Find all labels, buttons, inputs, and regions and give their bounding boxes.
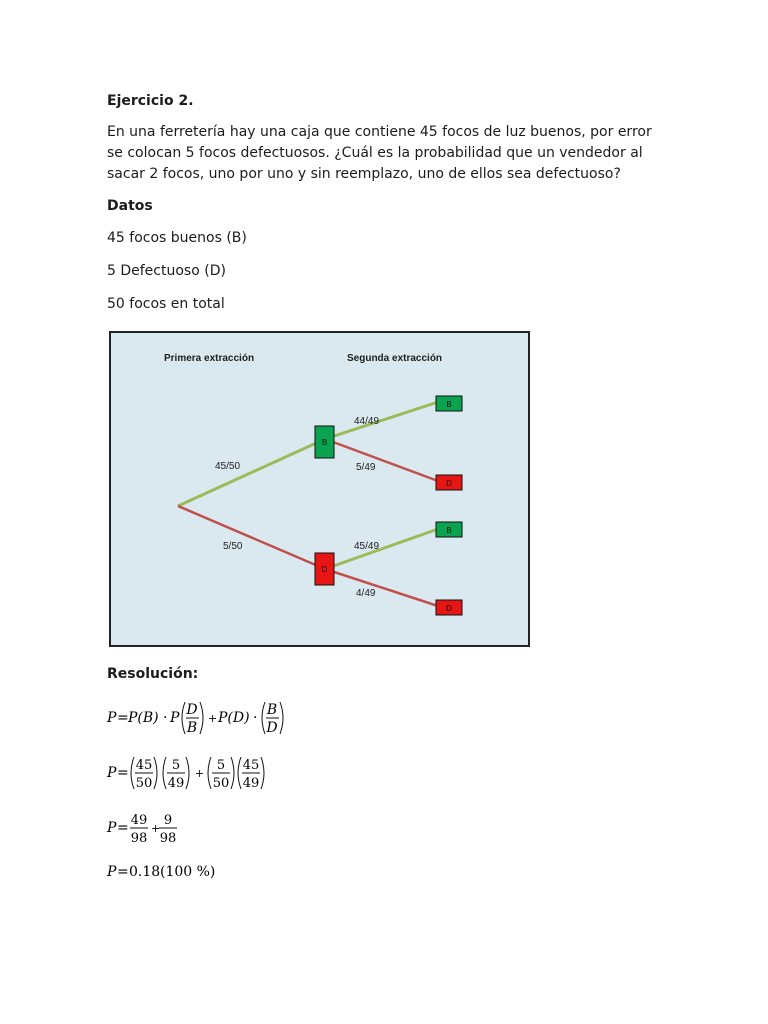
node-d-first-label: D [321, 565, 328, 574]
eq3-lhs: P [107, 820, 117, 836]
eq1-equals: = [117, 710, 129, 726]
equation-2 [107, 751, 277, 795]
eq4-equals: = [117, 864, 129, 880]
eq4-value: 0.18 [129, 864, 161, 880]
eq3-plus: + [151, 822, 161, 835]
eq2-f1-num: 45 [135, 758, 153, 773]
eq2-paren-close-2 [186, 757, 189, 789]
datos-heading: Datos [107, 198, 153, 214]
eq2-paren-close-3 [231, 757, 234, 789]
equation-4 [107, 860, 217, 882]
branch-b-to-b [325, 402, 438, 439]
datos-line-1: 45 focos buenos (B) [107, 230, 247, 246]
eq3-f1-num: 49 [130, 813, 148, 828]
prob-label-45-49: 45/49 [354, 541, 380, 552]
exercise-title: Ejercicio 2. [107, 93, 194, 109]
eq2-plus: + [195, 767, 205, 780]
branch-b-to-d [325, 439, 438, 481]
eq1-frac1-den: B [186, 720, 198, 736]
eq3-f2-num: 9 [163, 813, 173, 828]
eq2-f3-den: 50 [212, 776, 230, 791]
eq1-paren-close-2 [280, 702, 283, 734]
prob-label-45-50: 45/50 [215, 461, 241, 472]
leaf-b-lower-label: B [446, 526, 452, 535]
eq2-f4-num: 45 [242, 758, 260, 773]
prob-label-5-50: 5/50 [223, 541, 243, 552]
eq1-paren-open-1 [182, 702, 185, 734]
eq3-f2-den: 98 [159, 831, 177, 846]
eq2-f3-num: 5 [216, 758, 226, 773]
prob-label-44-49: 44/49 [354, 416, 380, 427]
eq2-f2-den: 49 [167, 776, 185, 791]
eq3-equals: = [117, 820, 129, 836]
eq2-paren-close-1 [154, 757, 157, 789]
eq1-frac1-num: D [186, 702, 198, 718]
eq2-paren-open-1 [131, 757, 134, 789]
leaf-d-upper-label: D [446, 479, 452, 488]
branch-d-to-b [325, 529, 438, 569]
node-b-first-label: B [321, 438, 328, 447]
prob-label-4-49: 4/49 [356, 588, 376, 599]
eq1-pd: P(D) [218, 710, 250, 726]
eq1-plus: + [208, 712, 218, 725]
branch-root-to-b [178, 438, 328, 506]
eq4-percent: (100 %) [160, 864, 216, 880]
eq2-f2-num: 5 [171, 758, 181, 773]
eq1-paren-close-1 [200, 702, 203, 734]
probability-tree-svg [111, 333, 528, 645]
branch-root-to-d [178, 506, 325, 569]
eq1-dot-1: · [163, 710, 168, 726]
prob-label-5-49: 5/49 [356, 462, 376, 473]
eq1-paren-open-2 [262, 702, 265, 734]
equation-3 [107, 806, 197, 850]
eq2-paren-open-3 [208, 757, 211, 789]
eq4-lhs: P [107, 864, 117, 880]
eq2-paren-open-4 [238, 757, 241, 789]
eq2-f1-den: 50 [135, 776, 153, 791]
eq1-p: P [170, 710, 180, 726]
eq2-paren-open-2 [163, 757, 166, 789]
leaf-b-upper-label: B [446, 400, 452, 409]
eq1-pb: P(B) [128, 710, 159, 726]
datos-line-3: 50 focos en total [107, 296, 225, 312]
eq3-f1-den: 98 [130, 831, 148, 846]
eq1-dot-2: · [253, 710, 258, 726]
header-first-extraction: Primera extracción [164, 353, 255, 364]
probability-tree-diagram [109, 331, 530, 647]
eq2-lhs: P [107, 765, 117, 781]
eq1-frac2-num: B [266, 702, 278, 718]
eq1-frac2-den: D [266, 720, 278, 736]
datos-line-2: 5 Defectuoso (D) [107, 263, 226, 279]
exercise-statement: En una ferretería hay una caja que contiene 45 focos de luz buenos, por error se colocan 5 focos defectuosos. ¿Cuál es la probabilidad que un vendedor al sacar 2 focos, uno por uno y sin reemplazo, uno de ellos sea defectuoso? [107, 124, 652, 182]
eq2-equals: = [117, 765, 129, 781]
header-second-extraction: Segunda extracción [347, 353, 443, 364]
resolution-heading: Resolución: [107, 666, 199, 682]
eq2-paren-close-4 [261, 757, 264, 789]
equation-1 [107, 696, 297, 740]
leaf-d-lower-label: D [446, 604, 452, 613]
eq1-lhs: P [107, 710, 117, 726]
eq2-f4-den: 49 [242, 776, 260, 791]
branch-d-to-d [325, 569, 438, 606]
